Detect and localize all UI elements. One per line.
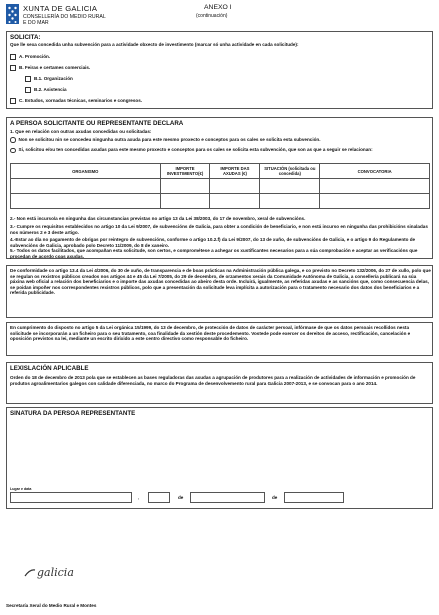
xunta-crest-icon bbox=[6, 4, 19, 24]
declara-item-2: 2.- Non está incurso/a en ningunha das circunstancias previstas no artigo 13 da Lei 38/2003, do 17 de novembro, xeral de subvencións. bbox=[10, 216, 306, 221]
option-b2-label: B.2. Asistencia bbox=[34, 87, 67, 93]
sinatura-title: SINATURA DA PERSOA REPRESENTANTE bbox=[10, 410, 136, 417]
solicita-intro: Que lle sexa concedida unha subvención para a actividade obxecto de investimento (marcar só unha actividade en cada solicitude): bbox=[10, 42, 299, 47]
brand-name: XUNTA DE GALICIA bbox=[23, 4, 98, 13]
place-date-label: Lugar e data bbox=[10, 487, 32, 491]
table-cell[interactable] bbox=[320, 194, 430, 209]
declara-item-4: 4.-Estar ao día no pagamento de obrigas por reintegro de subvencións, conforme o artigo 10.2.f) da Lei 9/2007, do 13 de xuño, de subvencións de Galicia, e o artigo 9 do Regulamento de subvencións de Galicia, aprobado polo Decreto 11/2009, do 8 de xaneiro. bbox=[10, 237, 416, 248]
declara-q1: 1. Que en relación con outras axudas concedidas ou solicitadas: bbox=[10, 129, 152, 134]
option-b2-checkbox[interactable] bbox=[25, 87, 31, 93]
option-b1-label: B.1. Organización bbox=[34, 76, 73, 82]
col-organismo: ORGANISMO bbox=[11, 164, 161, 179]
table-cell[interactable] bbox=[210, 194, 260, 209]
galicia-logo bbox=[24, 566, 74, 579]
option-b1[interactable] bbox=[25, 76, 73, 82]
table-cell[interactable] bbox=[210, 179, 260, 194]
option-no-label: Non se solicitou nin se concedeu ningunha outra axuda para este mesmo proxecto e conceptos para os cales se solicita esta subvención. bbox=[18, 137, 321, 142]
declara-item-5: 5.- Todos os datos facilitados, que acompañan esta solicitude, son certos, e comprométese a achegar os xustificantes necesarios para a súa comprobación e aceptar as verificacións que procedan de acordo coas axudas. bbox=[10, 248, 418, 259]
solicita-title: SOLICITA: bbox=[10, 34, 41, 41]
col-situacion: SITUACIÓN (solicitada ou concedida) bbox=[260, 164, 320, 179]
option-si-radio[interactable] bbox=[10, 148, 16, 154]
option-a[interactable] bbox=[10, 54, 50, 60]
table-cell[interactable] bbox=[160, 194, 210, 209]
option-no-radio[interactable] bbox=[10, 137, 16, 143]
declara-option-si[interactable] bbox=[10, 147, 430, 153]
annex-subtitle: (continuación) bbox=[196, 13, 228, 19]
table-cell[interactable] bbox=[260, 179, 320, 194]
galicia-swoosh-icon bbox=[24, 568, 36, 578]
option-b-checkbox[interactable] bbox=[10, 65, 16, 71]
option-b[interactable] bbox=[10, 65, 90, 71]
declara-item-3: 3.- Cumpre os requisitos establecidos no artigo 10 da Lei 9/2007, de subvencións de Galicia, para obter a condición de beneficiario, e non está incurso en ningunha das prohibicións sinaladas nos números 2 e 3 deste artigo. bbox=[10, 224, 428, 235]
option-b-label: B. Feiras e certames comerciais. bbox=[19, 65, 91, 71]
table-cell[interactable] bbox=[11, 179, 161, 194]
option-c-checkbox[interactable] bbox=[10, 98, 16, 104]
table-cell[interactable] bbox=[160, 179, 210, 194]
option-c[interactable] bbox=[10, 98, 142, 104]
xunta-logo bbox=[6, 4, 19, 24]
table-cell[interactable] bbox=[11, 194, 161, 209]
transparency-text: De conformidade co artigo 13.4 da Lei 4/2006, do 30 de xuño, de transparencia e de boas prácticas na Administración pública galega, e co previsto no Decreto 132/2006, do 27 de xullo, polo que se regulan os rexistros públicos creados nos artigos 44 e 45 da Lei 7/2005, do 29 de decembro, de orzamentos xerais da Comunidade Autónoma de Galicia, a consellería publicará na súa páxina web oficial a relación dos beneficiarios e o importe das axudas concedidas ao abeiro desta orde. Incluirá, igualmente, as referidas axudas e as sancións que, como consecuencia delas, se poidan impoñer nos correspondentes rexistros públicos, polo que a presentación da solicitude leva implícita a autorización para o tratamento necesario dos datos dos beneficiarios e a referida publicidade. bbox=[10, 268, 431, 296]
other-aids-table bbox=[10, 163, 430, 209]
place-field[interactable] bbox=[10, 492, 132, 503]
table-cell[interactable] bbox=[260, 194, 320, 209]
galicia-logo-text: galicia bbox=[37, 566, 74, 579]
option-si-label: Si, solicitou e/ou ten concedidas axudas para este mesmo proxecto e conceptos para os cales se solicita esta subvención, que son as que a seguir se relacionan: bbox=[18, 147, 373, 152]
department-line-1: CONSELLERÍA DO MEDIO RURAL bbox=[23, 14, 106, 20]
date-de-2: de bbox=[272, 495, 278, 500]
data-protection-text: En cumprimento do disposto no artigo 5 da Lei orgánica 15/1999, do 13 de decembro, de protección de datos de carácter persoal, infórmase de que os datos persoais recollidos nesta solicitude se incorporarán a un ficheiro para o seu tratamento, coa finalidade da xestión deste procedemento. Vostede pode exercer os dereitos de acceso, rectificación, cancelación e oposición previstos na lei, mediante un escrito dirixido a este centro directivo como responsable do ficheiro. bbox=[10, 325, 411, 342]
footer-addressee: Secretaría Xeral do Medio Rural e Montes bbox=[6, 603, 97, 608]
lexislacion-title: LEXISLACIÓN APLICABLE bbox=[10, 365, 89, 372]
option-b1-checkbox[interactable] bbox=[25, 76, 31, 82]
option-a-label: A. Promoción. bbox=[19, 54, 51, 60]
annex-title: ANEXO I bbox=[204, 4, 232, 11]
month-field[interactable] bbox=[190, 492, 265, 503]
option-c-label: C. Estudos, xornadas técnicas, seminarios e congresos. bbox=[19, 98, 143, 104]
year-field[interactable] bbox=[284, 492, 344, 503]
lexislacion-text: Orden do 18 de decembro de 2013 pola que se establecen as bases reguladoras das axudas a agrupación de produtores para a realización de actividades de información e promoción de produtos agroalimentarios galegos con calidade diferenciada, no marco do Programa de desenvolvemento rural para Galicia 2007-2013, e se convocan para o ano 2014. bbox=[10, 375, 416, 386]
declara-title: A PERSOA SOLICITANTE OU REPRESENTANTE DECLARA bbox=[10, 120, 184, 127]
date-de-1: de bbox=[178, 495, 184, 500]
col-convocatoria: CONVOCATORIA bbox=[320, 164, 430, 179]
table-row bbox=[11, 179, 430, 194]
department-line-2: E DO MAR bbox=[23, 20, 49, 26]
option-a-checkbox[interactable] bbox=[10, 54, 16, 60]
table-row bbox=[11, 194, 430, 209]
day-field[interactable] bbox=[148, 492, 170, 503]
option-b2[interactable] bbox=[25, 87, 67, 93]
col-importe-investimento: IMPORTE INVESTIMENTO(€) bbox=[160, 164, 210, 179]
col-importe-axudas: IMPORTE DAS AXUDAS (€) bbox=[210, 164, 260, 179]
table-cell[interactable] bbox=[320, 179, 430, 194]
date-comma: , bbox=[138, 495, 140, 501]
declara-option-no[interactable] bbox=[10, 137, 430, 143]
